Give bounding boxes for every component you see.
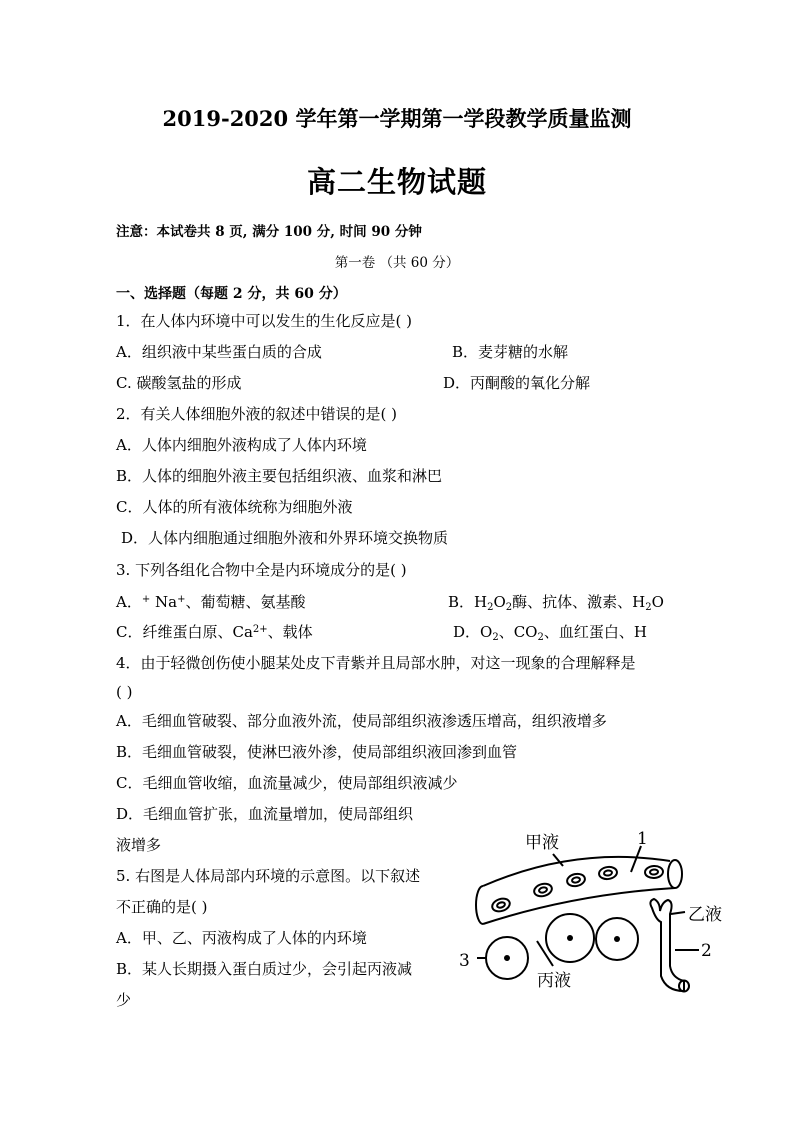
q1-option-a: A．组织液中某些蛋白质的合成 [116,343,322,361]
label-1: 1 [637,829,648,849]
exam-notice: 注意：本试卷共 8 页, 满分 100 分, 时间 90 分钟 [116,224,422,240]
q4-stem: 4．由于轻微创伤使小腿某处皮下青紫并且局部水肿，对这一现象的合理解释是 [116,654,636,672]
exam-title: 2019-2020 学年第一学期第一学段教学质量监测 [162,106,632,131]
q2-stem: 2．有关人体细胞外液的叙述中错误的是( ) [116,405,398,423]
q5-stem-cont: 不正确的是( ) [116,898,208,916]
label-jia-liquid: 甲液 [525,833,559,853]
internal-environment-diagram [455,826,745,1006]
exam-subtitle: 高二生物试题 [306,165,487,199]
q2-option-d: D．人体内细胞通过细胞外液和外界环境交换物质 [121,529,449,547]
q4-option-c: C．毛细血管收缩，血流量减少，使局部组织液减少 [116,774,458,792]
q1-stem: 1．在人体内环境中可以发生的生化反应是( ) [116,312,413,330]
q4-stem-cont: ( ) [116,683,133,701]
q3-stem: 3. 下列各组化合物中全是内环境成分的是( ) [116,561,407,579]
q4-option-b: B．毛细血管破裂，使淋巴液外渗，使局部组织液回渗到血管 [116,743,518,761]
label-2: 2 [701,941,712,961]
q5-stem: 5. 右图是人体局部内环境的示意图。以下叙述 [116,867,421,885]
label-bing-liquid: 丙液 [537,971,571,991]
q4-option-d-cont: 液增多 [116,836,162,854]
q4-option-a: A．毛细血管破裂、部分血液外流，使局部组织液渗透压增高，组织液增多 [116,712,607,730]
q2-option-b: B．人体的细胞外液主要包括组织液、血浆和淋巴 [116,467,443,485]
q1-option-d: D．丙酮酸的氧化分解 [443,374,591,392]
q5-option-a: A．甲、乙、丙液构成了人体的内环境 [116,929,367,947]
q2-option-a: A．人体内细胞外液构成了人体内环境 [116,436,367,454]
q1-option-c: C. 碳酸氢盐的形成 [116,374,242,392]
q5-option-b: B．某人长期摄入蛋白质过少，会引起丙液减 [116,960,413,978]
label-yi-liquid: 乙液 [688,905,722,925]
q3-option-a: A．+ Na+、葡萄糖、氨基酸 [116,593,306,611]
q3-option-d: D．$O_2$、$CO_2$、血红蛋白、H [453,623,647,643]
section-heading: 一、选择题（每题 2 分，共 60 分） [116,286,347,302]
q5-option-b-cont: 少 [116,991,132,1009]
part-heading: 第一卷 （共 60 分） [334,255,460,271]
q3-option-b: B．$H_2O_2$酶、抗体、激素、$H_2O$ [448,593,664,613]
q1-option-b: B．麦芽糖的水解 [452,343,569,361]
q4-option-d: D．毛细血管扩张，血流量增加，使局部组织 [116,805,414,823]
q2-option-c: C．人体的所有液体统称为细胞外液 [116,498,353,516]
q3-option-c: C．纤维蛋白原、$Ca^{2+}$、载体 [116,623,313,641]
label-3: 3 [459,951,470,971]
